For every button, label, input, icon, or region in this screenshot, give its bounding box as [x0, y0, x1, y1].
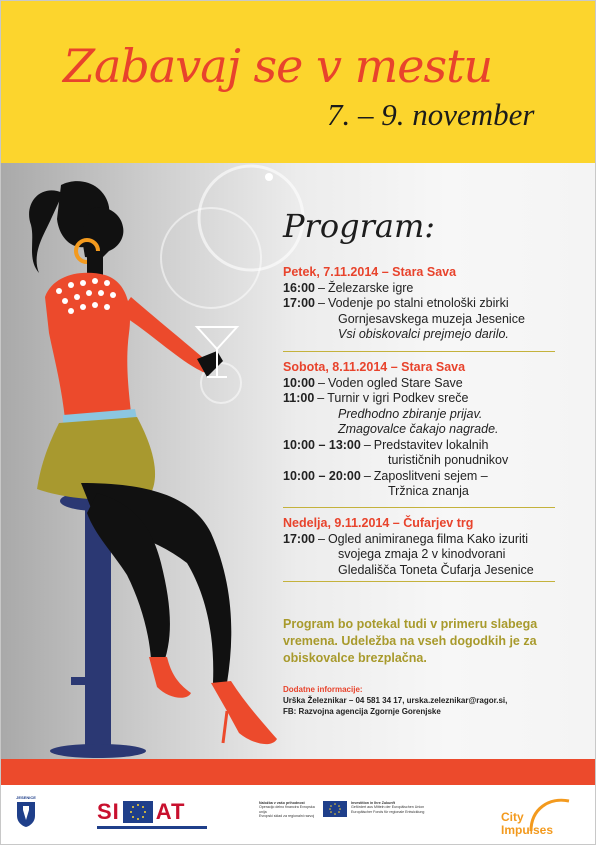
logo-text: City: [501, 810, 524, 824]
item-time: 11:00: [283, 391, 315, 405]
day-heading: Nedelja, 9.11.2014 – Čufarjev trg: [283, 516, 474, 530]
program-item: 10:00 – 20:00 – Zaposlitveni sejem –: [283, 469, 555, 485]
item-time: 10:00: [283, 375, 315, 390]
item-text: Predstavitev lokalnih: [373, 437, 489, 452]
logo-text: Investition in Ihre Zukunft: [351, 801, 395, 805]
logo-text: Europäischer Fonds für regionale Entwicklung: [351, 809, 425, 814]
item-time: 10:00 – 13:00: [283, 437, 361, 452]
day-friday: [283, 265, 555, 343]
item-time: 10:00 – 20:00: [283, 468, 361, 483]
coat-of-arms-icon: [15, 800, 37, 828]
item-text: Vodenje po stalni etnološki zbirki: [327, 296, 509, 310]
item-text: Tržnica znanja: [388, 484, 469, 498]
program-item: 11:00 – Turnir v igri Podkev sreče: [283, 391, 555, 407]
program-heading: Program:: [283, 207, 436, 245]
weather-note: Program bo potekal tudi v primeru slabega vremena. Udeležba na vseh dogodkih je za obiskovalce brezplačna.: [283, 617, 538, 665]
eu-flag-icon: [323, 801, 347, 817]
item-text: svojega zmaja 2 v kinodvorani: [338, 547, 506, 561]
item-note: Zmagovalce čakajo nagrade.: [338, 422, 499, 436]
divider: [283, 581, 555, 582]
red-band: [1, 759, 595, 785]
item-note: Predhodno zbiranje prijav.: [338, 406, 483, 421]
item-text: turističnih ponudnikov: [388, 453, 509, 467]
contact-line: FB: Razvojna agencija Zgornje Gorenjske: [283, 707, 441, 716]
item-text: Voden ogled Stare Save: [327, 375, 463, 390]
city-impulses-logo: [501, 791, 585, 839]
item-text: Gornjesavskega muzeja Jesenice: [338, 311, 525, 326]
program-item: 17:00 – Ogled animiranega filma Kako izuriti: [283, 532, 555, 548]
logo-text: Evropski sklad za regionalni razvoj: [259, 814, 315, 819]
eu-slo-logo: [259, 801, 349, 829]
logo-text: Naložba v vašo prihodnost: [259, 801, 305, 805]
divider: [283, 351, 555, 352]
item-text: Turnir v igri Podkev sreče: [327, 391, 469, 405]
divider: [283, 507, 555, 508]
program-item: 16:00 – Železarske igre: [283, 281, 555, 297]
poster-title: Zabavaj se v mestu: [63, 39, 493, 93]
contact-info: [283, 684, 563, 717]
item-time: 17:00: [283, 531, 315, 546]
item-time: 16:00: [283, 280, 315, 295]
event-dates: 7. – 9. november: [327, 97, 535, 132]
item-note: Vsi obiskovalci prejmejo darilo.: [338, 327, 509, 341]
eu-flag-icon: [123, 801, 153, 823]
day-heading: Petek, 7.11.2014 – Stara Sava: [283, 265, 457, 279]
day-saturday: [283, 360, 555, 500]
si-at-logo: SI AT: [97, 799, 207, 835]
contact-label: Dodatne informacije:: [283, 685, 363, 694]
day-sunday: [283, 516, 555, 578]
day-heading: Sobota, 8.11.2014 – Stara Sava: [283, 360, 466, 374]
logo-text: Gefördert aus Mitteln der Europäischen Union: [351, 805, 425, 810]
logo-text: Operacijo delno financira Evropska unija: [259, 805, 315, 814]
program-item: 17:00 – Vodenje po stalni etnološki zbirki: [283, 296, 555, 312]
program-item: 10:00 – Voden ogled Stare Save: [283, 376, 555, 392]
jesenice-logo: [15, 795, 37, 829]
woman-illustration: [1, 163, 301, 759]
item-text: Gledališča Toneta Čufarja Jesenice: [338, 562, 534, 577]
item-text: Zaposlitveni sejem –: [373, 468, 488, 483]
eu-at-logo: [351, 801, 451, 829]
item-time: 17:00: [283, 296, 315, 310]
item-text: Ogled animiranega filma Kako izuriti: [327, 531, 529, 546]
header-band: [1, 1, 595, 163]
logo-text: JESENICE: [16, 795, 36, 800]
program-item: 10:00 – 13:00 – Predstavitev lokalnih: [283, 438, 555, 454]
logo-text: Impulses: [501, 823, 554, 837]
contact-line: Urška Železnikar – 04 581 34 17, urska.zeleznikar@ragor.si,: [283, 696, 508, 705]
footer: [1, 785, 595, 845]
item-text: Železarske igre: [327, 280, 414, 295]
